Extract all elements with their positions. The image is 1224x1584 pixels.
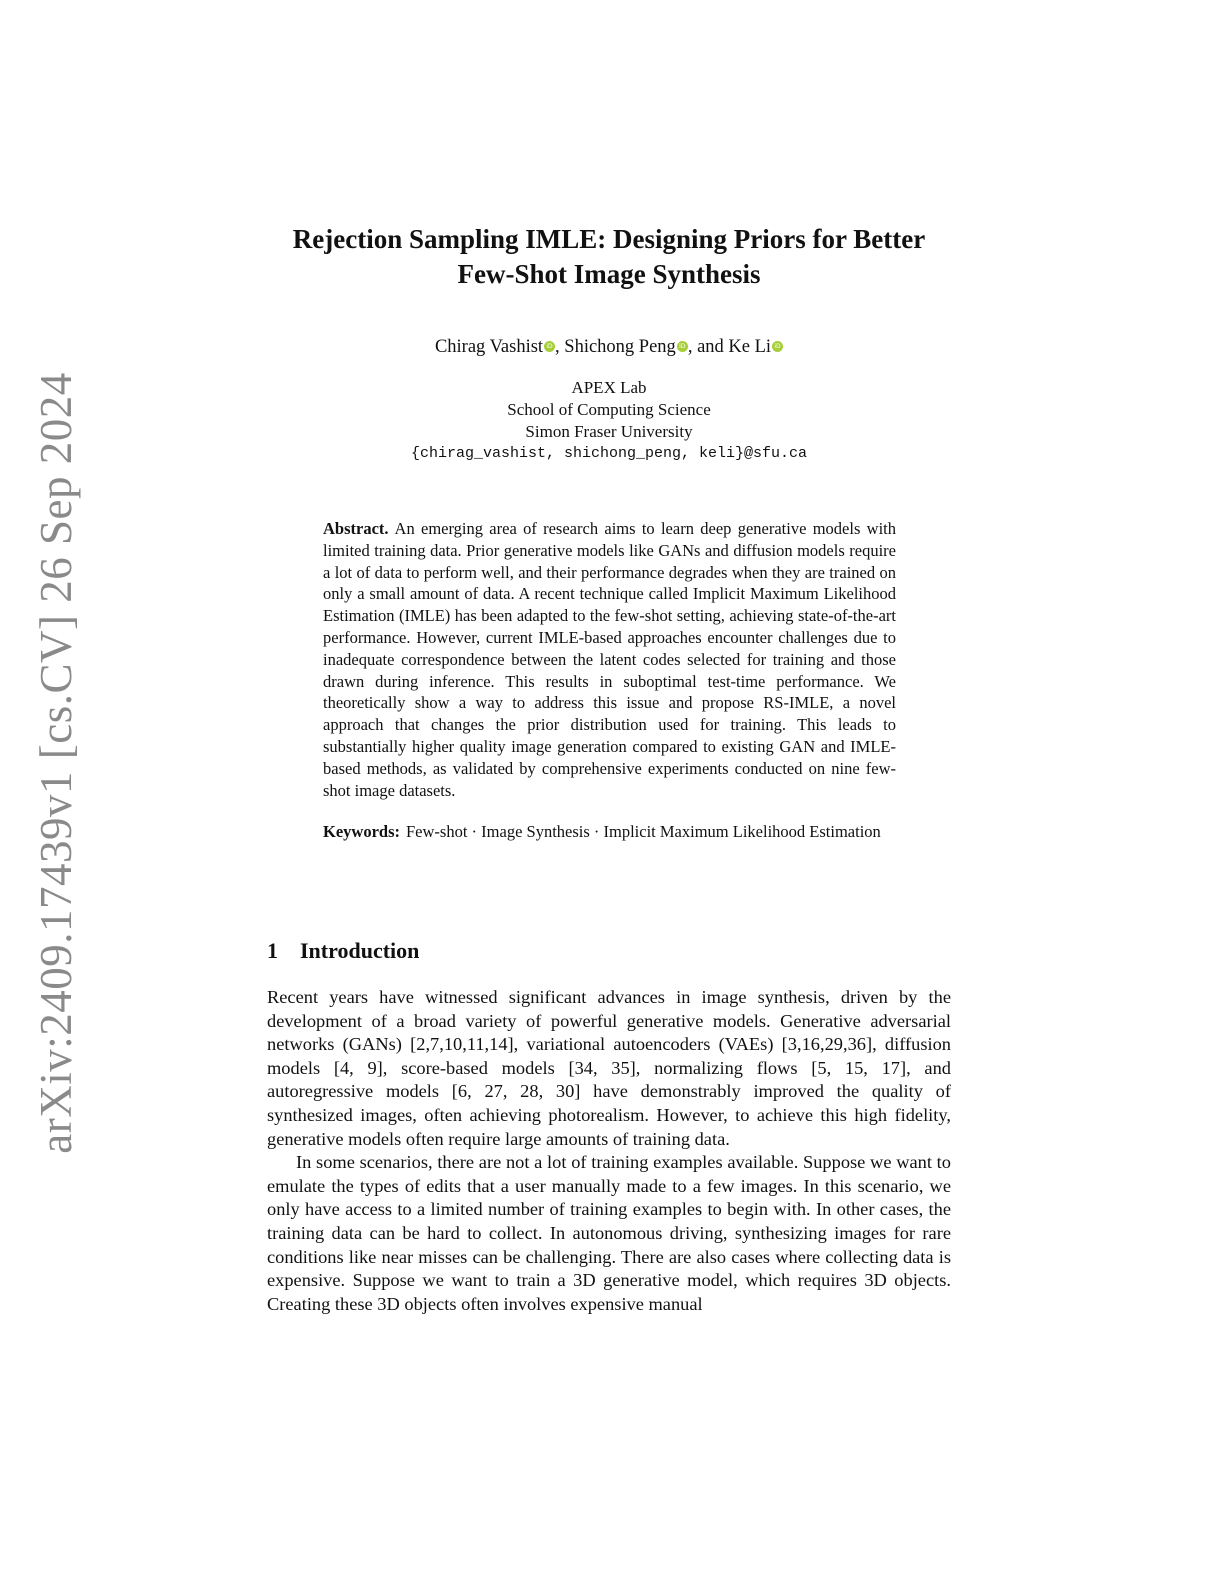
affiliation-lab: APEX Lab	[571, 378, 647, 397]
orcid-icon[interactable]: iD	[772, 341, 783, 352]
keywords-text: Few-shot · Image Synthesis · Implicit Maximum Likelihood Estimation	[406, 822, 881, 841]
section-body	[267, 986, 951, 1316]
author-name: Chirag Vashist	[434, 337, 544, 357]
section-number: 1	[267, 938, 278, 963]
keywords-label: Keywords:	[323, 822, 400, 841]
author-separator: ,	[555, 337, 565, 357]
abstract-label: Abstract.	[323, 519, 389, 538]
author-list	[200, 335, 1018, 359]
affiliation-block	[200, 377, 1018, 465]
affiliation-university: Simon Fraser University	[525, 422, 693, 441]
affiliation-school: School of Computing Science	[507, 400, 711, 419]
arxiv-identifier-stamp: arXiv:2409.17439v1 [cs.CV] 26 Sep 2024	[31, 372, 81, 1154]
author-separator: , and	[687, 337, 729, 357]
abstract-text: An emerging area of research aims to learn deep generative models with limited training data. Prior generative models like GANs and diffusion models require a lot of data to perform well, and their performance degrades when they are trained on only a small amount of data. A recent technique called Implicit Maximum Likelihood Estimation (IMLE) has been adapted to the few-shot setting, achieving state-of-the-art performance. However, current IMLE-based approaches encounter challenges due to inadequate correspondence between the latent codes selected for training and those drawn during inference. This results in suboptimal test-time performance. We theoretically show a way to address this issue and propose RS-IMLE, a novel approach that changes the prior distribution used for training. This leads to substantially higher quality image generation compared to existing GAN and IMLE-based methods, as validated by comprehensive experiments conducted on nine few-shot image datasets.	[323, 519, 896, 800]
author-name: Ke Li	[728, 337, 772, 357]
title-line-1: Rejection Sampling IMLE: Designing Priors for Better	[292, 224, 926, 254]
body-paragraph: Recent years have witnessed significant advances in image synthesis, driven by the development of a broad variety of powerful generative models. Generative adversarial networks (GANs) [2,7,10,11,14], variational autoencoders (VAEs) [3,16,29,36], diffusion models [4, 9], score-based models [34, 35], normalizing flows [5, 15, 17], and autoregressive models [6, 27, 28, 30] have demonstrably improved the quality of synthesized images, often achieving photorealism. However, to achieve this high fidelity, generative models often require large amounts of training data.	[267, 987, 951, 1149]
section-title: Introduction	[300, 938, 420, 963]
author-name: Shichong Peng	[564, 337, 676, 357]
paper-title	[200, 222, 1018, 292]
section-heading-introduction	[267, 936, 419, 966]
body-paragraph: In some scenarios, there are not a lot of training examples available. Suppose we want to emulate the types of edits that a user manually made to a few images. In this scenario, we only have access to a limited number of training examples to begin with. In other cases, the training data can be hard to collect. In autonomous driving, synthesizing images for rare conditions like near misses can be challenging. There are also cases where collecting data is expensive. Suppose we want to train a 3D generative model, which requires 3D objects. Creating these 3D objects often involves expensive manual	[267, 1152, 951, 1314]
author-emails: {chirag_vashist, shichong_peng, keli}@sfu.ca	[410, 445, 808, 462]
orcid-icon[interactable]: iD	[544, 341, 555, 352]
orcid-icon[interactable]: iD	[677, 341, 688, 352]
keywords	[323, 821, 896, 843]
abstract	[323, 518, 896, 801]
title-line-2: Few-Shot Image Synthesis	[457, 259, 761, 289]
